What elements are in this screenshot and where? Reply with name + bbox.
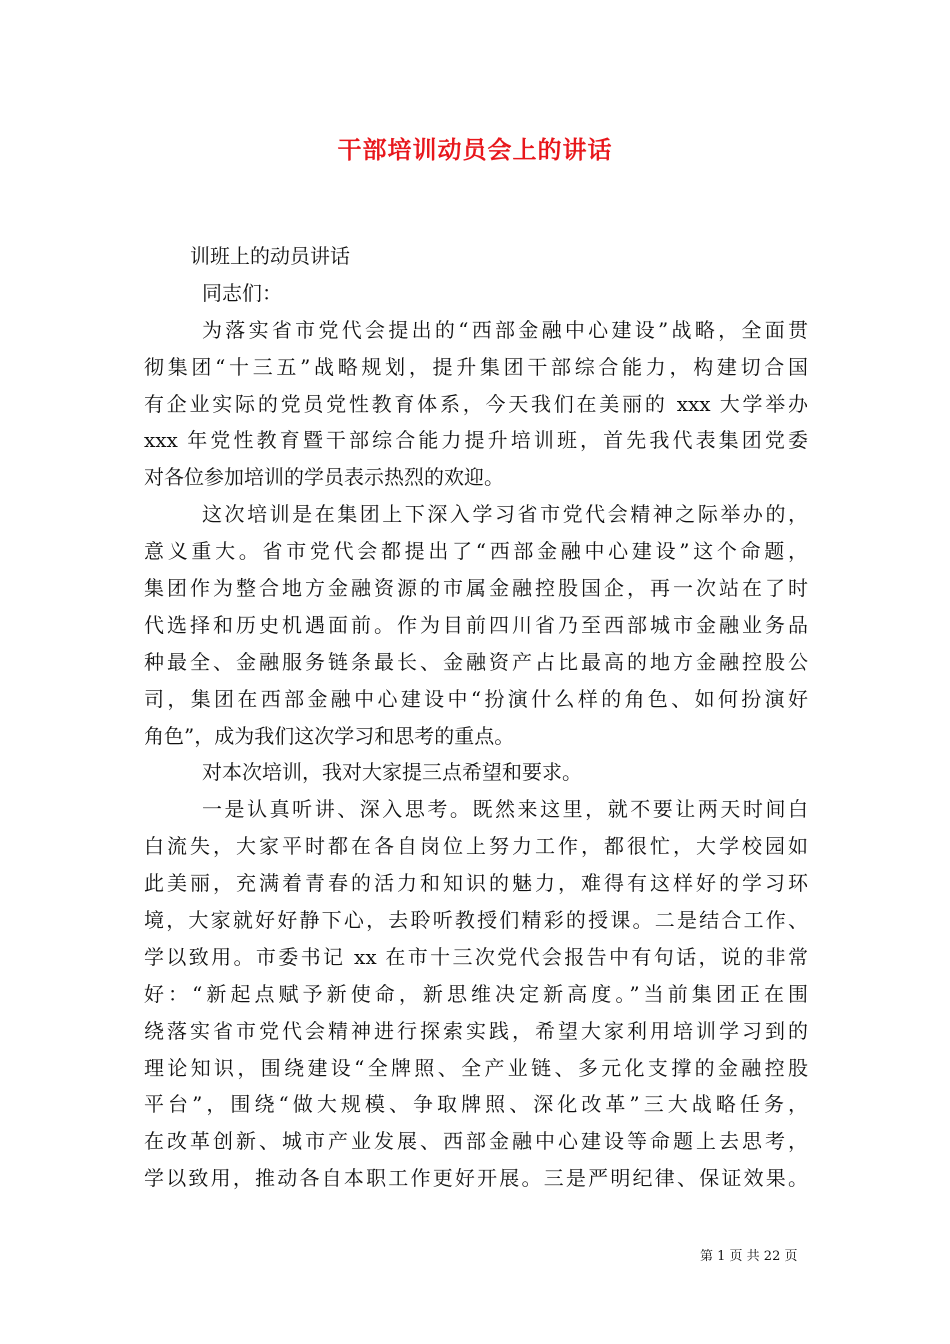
document-body	[144, 238, 808, 1197]
text-line: 这次培训是在集团上下深入学习省市党代会精神之际举办的，	[202, 502, 808, 527]
text-line: 对本次培训，我对大家提三点希望和要求。	[202, 760, 582, 785]
document-title: 干部培训动员会上的讲话	[337, 135, 613, 164]
page-number-footer: 第 1 页 共 22 页	[700, 1249, 798, 1264]
text-line: 司，集团在西部金融中心建设中“扮演什么样的角色、如何扮演好	[144, 686, 808, 711]
text-line: 训班上的动员讲话	[190, 244, 350, 268]
text-line: 一是认真听讲、深入思考。既然来这里，就不要让两天时间白	[202, 797, 808, 822]
text-line: 角色”，成为我们这次学习和思考的重点。	[144, 723, 515, 748]
text-line: 平台”，围绕“做大规模、争取牌照、深化改革”三大战略任务，	[144, 1092, 808, 1117]
text-line: 种最全、金融服务链条最长、金融资产占比最高的地方金融控股公	[144, 649, 808, 674]
text-line: 此美丽，充满着青春的活力和知识的魅力，难得有这样好的学习环	[144, 871, 808, 896]
text-line: 理论知识，围绕建设“全牌照、全产业链、多元化支撑的金融控股	[144, 1055, 808, 1080]
text-line: 白流失，大家平时都在各自岗位上努力工作，都很忙，大学校园如	[144, 834, 808, 859]
text-line: 意义重大。省市党代会都提出了“西部金融中心建设”这个命题，	[144, 539, 808, 564]
text-line: 有企业实际的党员党性教育体系，今天我们在美丽的 xxx 大学举办	[144, 391, 808, 416]
text-line: 学以致用，推动各自本职工作更好开展。三是严明纪律、保证效果。	[144, 1166, 808, 1191]
text-line: 为落实省市党代会提出的“西部金融中心建设”战略，全面贯	[202, 317, 808, 342]
text-line: 境，大家就好好静下心，去聆听教授们精彩的授课。二是结合工作、	[144, 908, 808, 933]
text-line: 绕落实省市党代会精神进行探索实践，希望大家利用培训学习到的	[144, 1018, 808, 1043]
text-line: 同志们：	[202, 280, 282, 305]
text-line: 好：“新起点赋予新使命，新思维决定新高度。”当前集团正在围	[144, 981, 808, 1006]
text-line: 彻集团“十三五”战略规划，提升集团干部综合能力，构建切合国	[144, 354, 808, 379]
text-line: 集团作为整合地方金融资源的市属金融控股国企，再一次站在了时	[144, 576, 808, 601]
text-line: xxx 年党性教育暨干部综合能力提升培训班，首先我代表集团党委	[144, 428, 808, 453]
text-line: 代选择和历史机遇面前。作为目前四川省乃至西部城市金融业务品	[144, 612, 808, 637]
text-line: 在改革创新、城市产业发展、西部金融中心建设等命题上去思考，	[144, 1129, 808, 1154]
text-line: 对各位参加培训的学员表示热烈的欢迎。	[144, 465, 504, 490]
text-line: 学以致用。市委书记 xx 在市十三次党代会报告中有句话，说的非常	[144, 944, 808, 969]
